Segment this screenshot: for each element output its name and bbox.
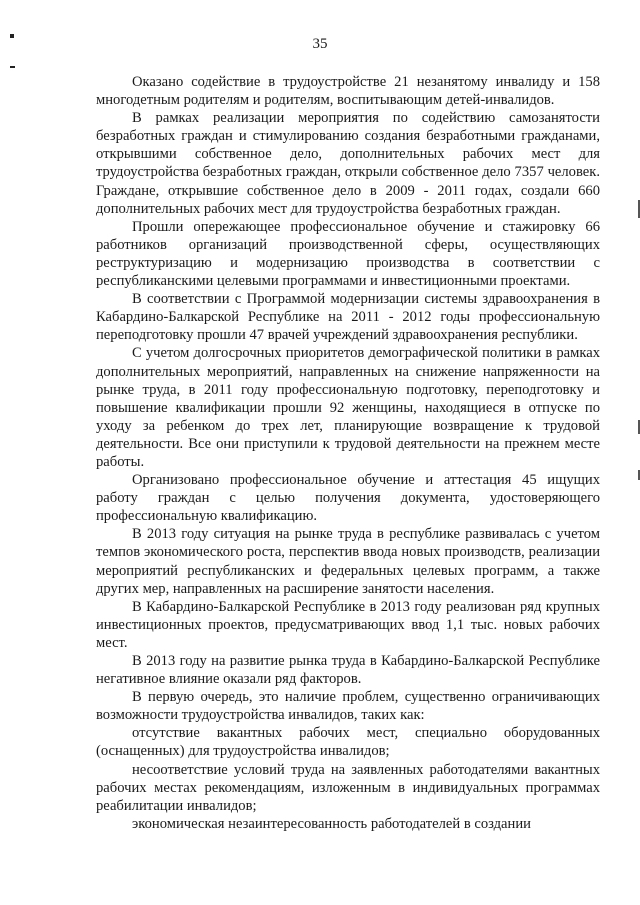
paragraph: Оказано содействие в трудоустройстве 21 незанятому инвалиду и 158 многодетным родителям и родителям, воспитывающим детей-инвалидов. — [96, 74, 600, 109]
paragraph: В 2013 году на развитие рынка труда в Кабардино-Балкарской Республике негативное влияние оказали ряд факторов. — [96, 653, 600, 688]
paragraph: несоответствие условий труда на заявленных работодателями вакантных рабочих местах рекомендациям, изложенным в индивидуальных программах реабилитации инвалидов; — [96, 761, 600, 814]
paragraph: В соответствии с Программой модернизации системы здравоохранения в Кабардино-Балкарской Республике на 2011 - 2012 годы профессиональную переподготовку прошли 47 врачей учреждений здравоохранения республики. — [96, 291, 600, 344]
paragraph: отсутствие вакантных рабочих мест, специально оборудованных (оснащенных) для трудоустройства инвалидов; — [96, 725, 600, 760]
paragraph: С учетом долгосрочных приоритетов демографической политики в рамках дополнительных мероприятий, направленных на снижение напряженности на рынке труда, в 2011 году профессиональную подготовку, переподготовку и повышение квалификации прошли 92 женщины, находящиеся в отпуске по уходу за ребенком до трех лет, планирующие возвращение к трудовой деятельности. Все они приступили к трудовой деятельности на прежнем месте работы. — [96, 345, 600, 470]
paragraph: В рамках реализации мероприятия по содействию самозанятости безработных граждан и стимулированию создания безработными гражданами, открывшими собственное дело, дополнительных рабочих мест для трудоустройства безработных граждан, открыли собственное дело 7357 человек. Граждане, открывшие собственное дело в 2009 - 2011 годах, создали 660 дополнительных рабочих мест для трудоустройства безработных граждан. — [96, 110, 600, 217]
scan-mark-dash — [10, 66, 15, 68]
page-number: 35 — [312, 36, 328, 52]
paragraph: Организовано профессиональное обучение и аттестация 45 ищущих работу граждан с целью получения документа, удостоверяющего профессиональную квалификацию. — [96, 472, 600, 525]
document-body — [96, 73, 600, 833]
paragraph: экономическая незаинтересованность работодателей в создании — [132, 815, 531, 832]
paragraph: В 2013 году ситуация на рынке труда в республике развивалась с учетом темпов экономического роста, перспектив ввода новых производств, реализации мероприятий республиканских и федеральных целевых программ, а также других мер, направленных на расширение занятости населения. — [96, 526, 600, 597]
paragraph: В первую очередь, это наличие проблем, существенно ограничивающих возможности трудоустройства инвалидов, таких как: — [96, 689, 600, 724]
paragraph: В Кабардино-Балкарской Республике в 2013 году реализован ряд крупных инвестиционных проектов, предусматривающих ввод 1,1 тыс. новых рабочих мест. — [96, 598, 600, 651]
paragraph: Прошли опережающее профессиональное обучение и стажировку 66 работников организаций производственной сферы, осуществляющих реструктуризацию и модернизацию производства в соответствии с республиканскими целевыми программами и инвестиционными проектами. — [96, 218, 600, 290]
